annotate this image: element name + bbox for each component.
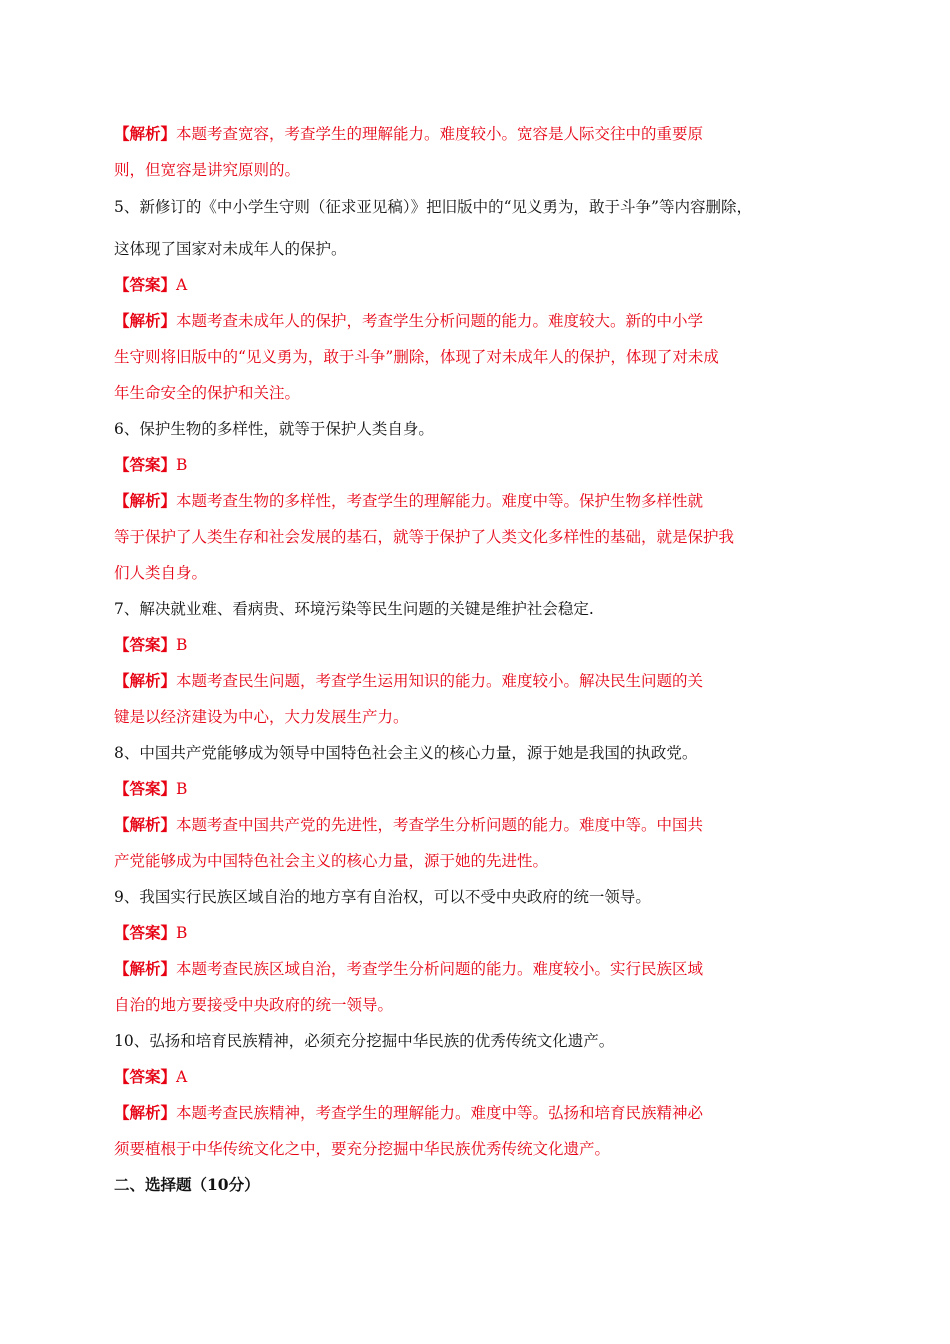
analysis-tag: 【解析】 — [114, 491, 177, 510]
q6-analysis-line-1 — [114, 490, 703, 512]
q5-question-line-1: 5、新修订的《中小学生守则（征求亚见稿）》把旧版中的“见义勇为，敢于斗争”等内容删除， — [114, 198, 752, 216]
analysis-tag: 【解析】 — [114, 311, 177, 330]
q8-answer — [114, 778, 187, 800]
q10-answer — [114, 1066, 187, 1088]
q9-analysis-line-1 — [114, 958, 703, 980]
answer-value: B — [176, 780, 188, 798]
answer-value: B — [176, 924, 188, 942]
q4-analysis-line-2: 则，但宽容是讲究原则的。 — [114, 161, 301, 179]
answer-value: A — [176, 276, 188, 294]
analysis-tag: 【解析】 — [114, 815, 177, 834]
analysis-text: 本题考查中国共产党的先进性，考查学生分析问题的能力。难度中等。中国共 — [176, 816, 704, 834]
answer-value: B — [176, 456, 188, 474]
analysis-text: 本题考查宽容，考查学生的理解能力。难度较小。宽容是人际交往中的重要原 — [176, 125, 704, 143]
answer-tag: 【答案】 — [114, 779, 177, 798]
answer-tag: 【答案】 — [114, 635, 177, 654]
q10-question-line-1: 10、弘扬和培育民族精神，必须充分挖掘中华民族的优秀传统文化遗产。 — [114, 1032, 615, 1050]
q7-analysis-line-2: 键是以经济建设为中心，大力发展生产力。 — [114, 708, 409, 726]
q8-analysis-line-1 — [114, 814, 703, 836]
answer-value: B — [176, 636, 188, 654]
q5-question-line-2: 这体现了国家对未成年人的保护。 — [114, 240, 347, 258]
analysis-tag: 【解析】 — [114, 1103, 177, 1122]
q9-question-line-1: 9、我国实行民族区域自治的地方享有自治权，可以不受中央政府的统一领导。 — [114, 888, 651, 906]
answer-tag: 【答案】 — [114, 1067, 177, 1086]
q7-question-line-1: 7、解决就业难、看病贵、环境污染等民生问题的关键是维护社会稳定. — [114, 600, 594, 618]
q9-answer — [114, 922, 187, 944]
analysis-text: 本题考查民族精神，考查学生的理解能力。难度中等。弘扬和培育民族精神必 — [176, 1104, 704, 1122]
analysis-text: 本题考查民生问题，考查学生运用知识的能力。难度较小。解决民生问题的关 — [176, 672, 704, 690]
q10-analysis-line-2: 须要植根于中华传统文化之中，要充分挖掘中华民族优秀传统文化遗产。 — [114, 1140, 611, 1158]
analysis-text: 本题考查民族区域自治，考查学生分析问题的能力。难度较小。实行民族区域 — [176, 960, 704, 978]
q5-analysis-line-1 — [114, 310, 703, 332]
q7-answer — [114, 634, 187, 656]
q9-analysis-line-2: 自治的地方要接受中央政府的统一领导。 — [114, 996, 394, 1014]
analysis-tag: 【解析】 — [114, 671, 177, 690]
answer-tag: 【答案】 — [114, 455, 177, 474]
q6-analysis-line-2: 等于保护了人类生存和社会发展的基石，就等于保护了人类文化多样性的基础，就是保护我 — [114, 528, 735, 546]
q7-analysis-line-1 — [114, 670, 703, 692]
q6-analysis-line-3: 们人类自身。 — [114, 564, 208, 582]
q5-answer — [114, 274, 187, 296]
analysis-text: 本题考查未成年人的保护，考查学生分析问题的能力。难度较大。新的中小学 — [176, 312, 704, 330]
analysis-tag: 【解析】 — [114, 959, 177, 978]
q6-question-line-1: 6、保护生物的多样性，就等于保护人类自身。 — [114, 420, 434, 438]
section-heading: 二、选择题（10分） — [114, 1175, 260, 1194]
answer-value: A — [176, 1068, 188, 1086]
answer-tag: 【答案】 — [114, 275, 177, 294]
q8-analysis-line-2: 产党能够成为中国特色社会主义的核心力量，源于她的先进性。 — [114, 852, 549, 870]
q4-analysis-line-1 — [114, 123, 703, 145]
q5-analysis-line-2: 生守则将旧版中的“见义勇为，敢于斗争”删除，体现了对未成年人的保护，体现了对未成 — [114, 348, 719, 366]
q8-question-line-1: 8、中国共产党能够成为领导中国特色社会主义的核心力量，源于她是我国的执政党。 — [114, 744, 698, 762]
analysis-tag: 【解析】 — [114, 124, 177, 143]
q6-answer — [114, 454, 187, 476]
q5-analysis-line-3: 年生命安全的保护和关注。 — [114, 384, 301, 402]
analysis-text: 本题考查生物的多样性，考查学生的理解能力。难度中等。保护生物多样性就 — [176, 492, 704, 510]
q10-analysis-line-1 — [114, 1102, 703, 1124]
answer-tag: 【答案】 — [114, 923, 177, 942]
